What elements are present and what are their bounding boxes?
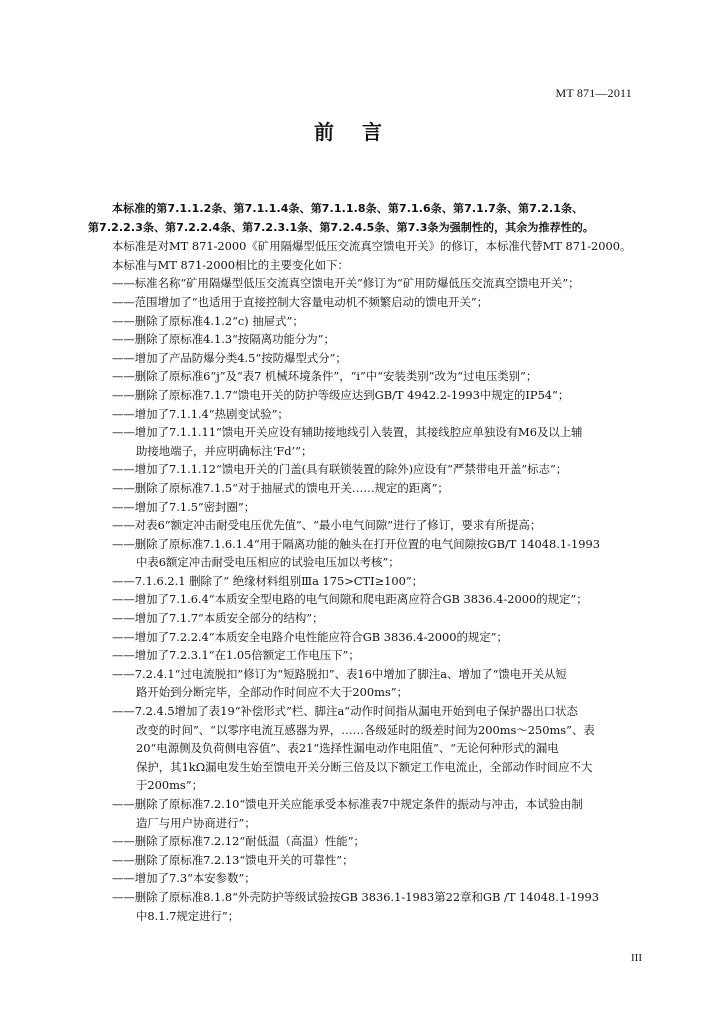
change-item: ——增加了7.2.3.1“在1.05倍额定工作电压下”； [112, 648, 360, 663]
mandatory-clauses-line-2: 第7.2.2.3条、第7.2.2.4条、第7.2.3.1条、第7.2.4.5条、第7.3条为强制性的，其余为推荐性的。 [88, 220, 594, 234]
change-item: ——增加了产品防爆分类4.5“按防爆型式分”； [112, 350, 347, 365]
change-item: ——删除了原标准7.2.12“耐低温（高温）性能”； [112, 834, 365, 849]
change-item: ——标准名称“矿用隔爆型低压交流真空馈电开关”修订为“矿用防爆低压交流真空馈电开关”； [112, 276, 580, 291]
change-item: ——删除了原标准7.1.5“对于抽屉式的馈电开关……规定的距离”； [112, 480, 449, 495]
change-item: ——对表6“额定冲击耐受电压优先值”、“最小电气间隙”进行了修订，要求有所提高； [112, 518, 542, 533]
change-item: ——增加了7.1.7“本质安全部分的结构”； [112, 611, 324, 626]
change-item-continuation: 助接地端子，并应明确标注‘Fd’”； [136, 443, 313, 458]
change-item: ——删除了原标准7.2.10“馈电开关应能承受本标准表7中规定条件的振动与冲击，本试验由制 [112, 797, 583, 811]
change-item: ——7.2.4.5增加了表19“补偿形式”栏、脚注a“动作时间指从漏电开始到电子保护器出口状态 [112, 704, 578, 719]
change-item: ——增加了7.1.1.11“馈电开关应设有辅助接地线引入装置，其接线腔应单独设有M6及以上辅 [112, 425, 583, 440]
change-item-continuation: 于200ms”； [136, 778, 203, 793]
change-item-continuation: 路开始到分断完毕，全部动作时间应不大于200ms”； [136, 685, 409, 700]
change-item: ——删除了原标准7.1.7“馈电开关的防护等级应达到GB/T 4942.2-1993中规定的IP54”； [112, 387, 570, 402]
change-item: ——7.1.6.2.1 删除了“ 绝缘材料组别Ⅲa 175>CTI≥100”； [112, 573, 424, 588]
change-item: ——删除了原标准8.1.8“外壳防护等级试验按GB 3836.1-1983第22章和GB /T 14048.1-1993 [112, 889, 599, 904]
change-item: ——删除了原标准4.1.2“c) 抽屉式”； [112, 313, 304, 328]
change-item-continuation: 改变的时间”、“以零序电流互感器为界，……各级延时的级差时间为200ms～250ms”、表 [136, 722, 595, 737]
change-item: ——增加了7.1.1.12“馈电开关的门盖(具有联锁装置的除外)应设有“严禁带电开盖”标志”； [112, 462, 568, 477]
change-item-continuation: 保护，其1kΩ漏电发生始至馈电开关分断三倍及以下额定工作电流止，全部动作时间应不大 [136, 759, 593, 774]
page-number: III [631, 952, 642, 964]
change-item-continuation: 中8.1.7规定进行”； [136, 908, 240, 923]
change-item: ——删除了原标准7.2.13“馈电开关的可靠性”； [112, 852, 354, 867]
page-title: 前言 [314, 120, 410, 144]
change-item: ——删除了原标准4.1.3“按隔离功能分为”； [112, 332, 335, 347]
change-item: ——增加了7.2.2.4“本质安全电路介电性能应符合GB 3836.4-2000的规定”； [112, 629, 508, 644]
change-item: ——删除了原标准6“j”及“表7 机械环境条件”，“i”中“安装类别”改为“过电压类别”； [112, 369, 538, 384]
change-item: ——增加了7.1.6.4“本质安全型电路的电气间隙和爬电距离应符合GB 3836.4-2000的规定”； [112, 592, 588, 607]
revision-statement: 本标准是对MT 871-2000《矿用隔爆型低压交流真空馈电开关》的修订，本标准代替MT 871-2000。 [112, 239, 632, 254]
standard-code: MT 871—2011 [555, 86, 632, 100]
change-item-continuation: 中表6额定冲击耐受电压相应的试验电压加以考核”； [136, 555, 400, 570]
change-item: ——增加了7.1.1.4“热剧变试验”； [112, 406, 289, 421]
foreword-body [88, 200, 658, 925]
change-item-continuation: 20“电源侧及负荷侧电容值”、表21“选择性漏电动作电阻值”、“无论何种形式的漏电 [136, 741, 559, 756]
change-item: ——7.2.4.1“过电流脱扣”修订为“短路脱扣”、表16中增加了脚注a、增加了“馈电开关从短 [112, 666, 567, 681]
mandatory-clauses-line-1: 本标准的第7.1.1.2条、第7.1.1.4条、第7.1.1.8条、第7.1.6条、第7.1.7条、第7.2.1条、 [112, 202, 584, 215]
change-item: ——删除了原标准7.1.6.1.4“用于隔离功能的触头在打开位置的电气间隙按GB/T 14048.1-1993 [112, 536, 600, 551]
changes-intro: 本标准与MT 871-2000相比的主要变化如下： [112, 257, 349, 272]
change-item: ——增加了7.1.5“密封圈”； [112, 499, 256, 514]
change-item: ——范围增加了“也适用于直接控制大容量电动机不频繁启动的馈电开关”； [112, 294, 489, 309]
change-item-continuation: 造厂与用户协商进行”； [136, 815, 256, 830]
change-item: ——增加了7.3“本安参数”； [112, 871, 256, 886]
